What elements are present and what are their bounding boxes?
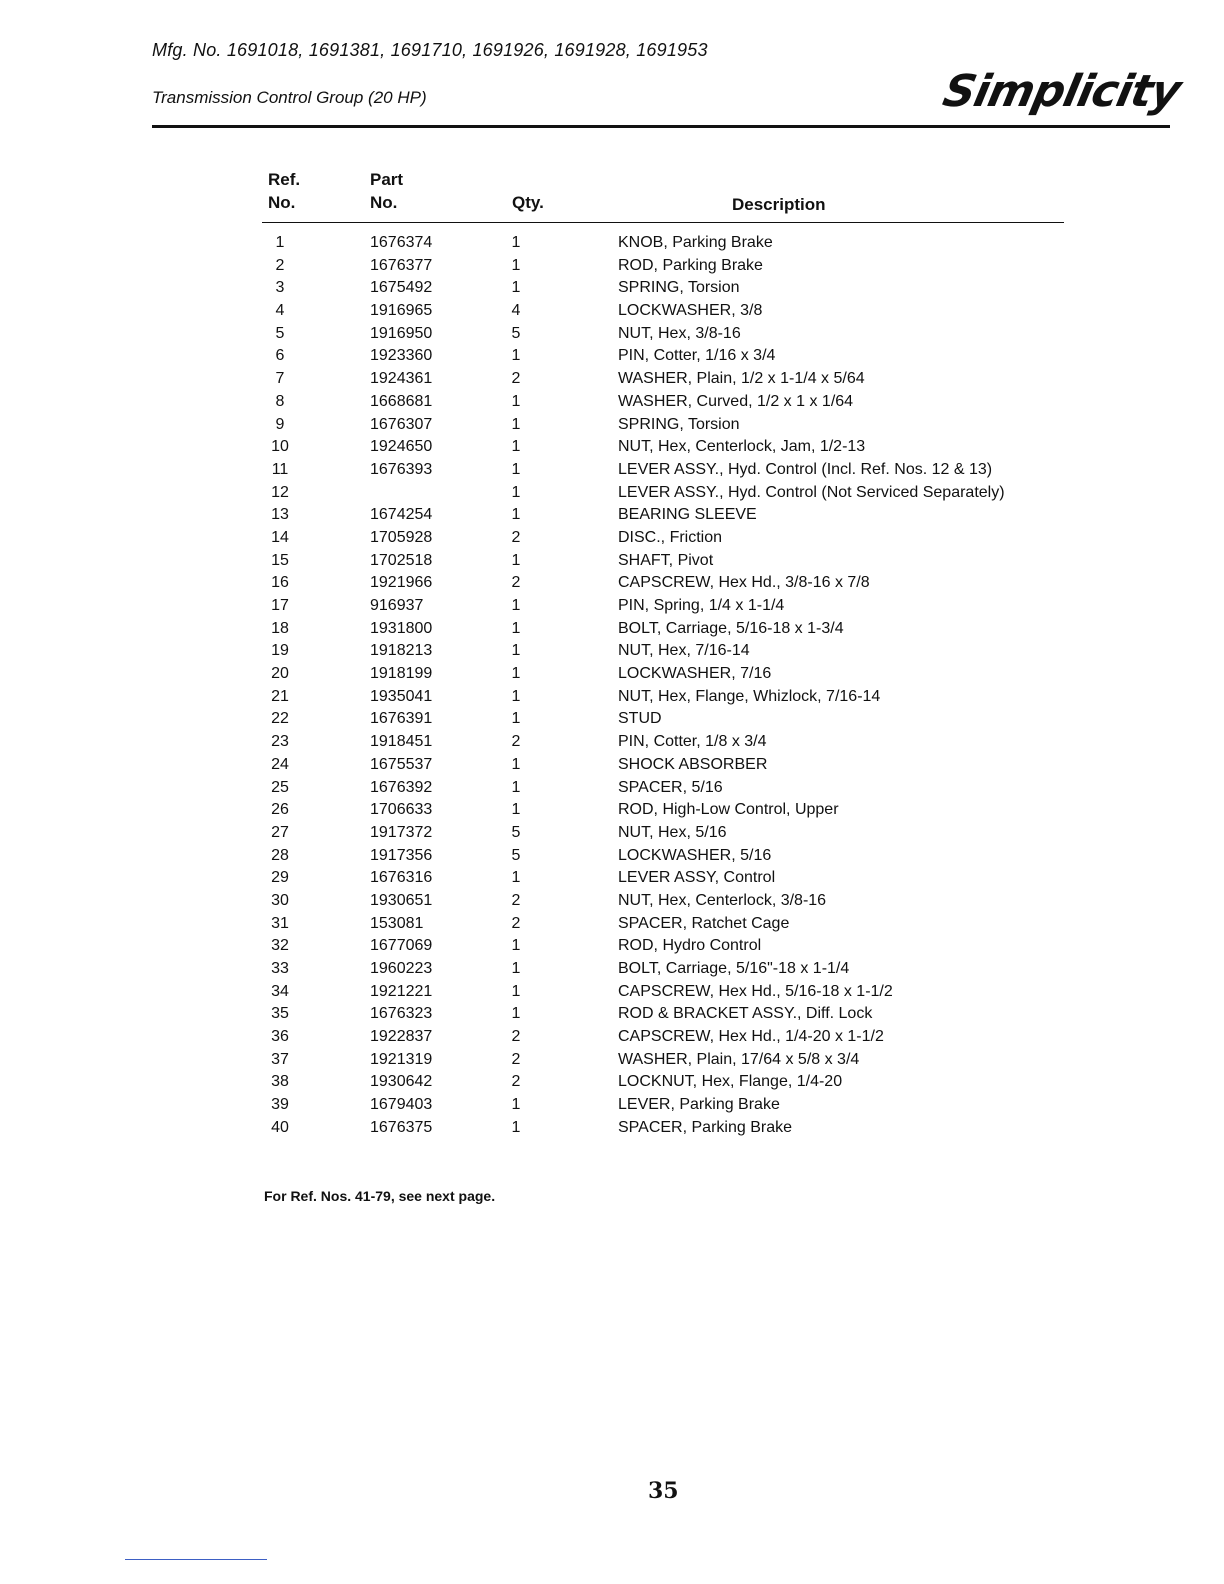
table-row (262, 234, 1064, 257)
part-number-cell: 1674254 (370, 506, 433, 524)
part-number-cell: 1931800 (370, 619, 433, 637)
qty-cell: 2 (511, 1050, 521, 1068)
part-number-cell: 1676375 (370, 1118, 433, 1136)
part-number-cell: 1924650 (370, 438, 433, 456)
ref-cell: 25 (271, 778, 289, 796)
part-number-cell: 1677069 (370, 937, 433, 955)
table-row (262, 847, 1064, 870)
part-number-cell: 1922837 (370, 1028, 433, 1046)
table-row (262, 552, 1064, 575)
table-row (262, 597, 1064, 620)
ref-cell: 13 (271, 506, 289, 524)
qty-cell: 1 (511, 960, 521, 977)
part-number-cell: 1921966 (370, 574, 433, 592)
qty-cell: 5 (511, 823, 521, 841)
table-row (262, 1073, 1064, 1096)
table-row (262, 393, 1064, 416)
part-number-cell: 1960223 (370, 960, 433, 977)
table-row (262, 325, 1064, 348)
ref-cell: 1 (275, 234, 285, 251)
table-row (262, 665, 1064, 688)
table-header (262, 170, 1064, 220)
description-cell: BOLT, Carriage, 5/16-18 x 1-3/4 (618, 619, 844, 637)
qty-cell: 1 (511, 1118, 521, 1136)
ref-cell: 17 (271, 597, 289, 614)
ref-cell: 16 (271, 574, 289, 592)
part-number-cell: 153081 (370, 914, 424, 932)
ref-cell: 9 (275, 415, 285, 433)
description-cell: ROD, Hydro Control (618, 937, 762, 955)
qty-cell: 1 (511, 460, 521, 478)
mfg-numbers: Mfg. No. 1691018, 1691381, 1691710, 1691926, 1691928, 1691953 (152, 40, 708, 60)
table-header-rule (262, 222, 1064, 223)
description-cell: LOCKWASHER, 5/16 (618, 846, 772, 864)
ref-cell: 26 (271, 801, 289, 819)
qty-cell: 2 (511, 733, 521, 751)
description-cell: BOLT, Carriage, 5/16"-18 x 1-1/4 (618, 960, 850, 977)
table-row (262, 915, 1064, 938)
qty-cell: 1 (511, 415, 521, 433)
part-number-cell: 1918213 (370, 642, 433, 660)
description-cell: LOCKWASHER, 7/16 (618, 665, 772, 683)
brand-logo: Simplicity (938, 66, 1185, 117)
table-row (262, 620, 1064, 643)
table-row (262, 484, 1064, 507)
qty-cell: 2 (511, 574, 521, 592)
part-number-cell: 1676393 (370, 460, 433, 478)
part-number-cell: 1668681 (370, 392, 433, 410)
description-cell: SHAFT, Pivot (618, 551, 714, 569)
part-number-cell: 1675537 (370, 755, 433, 773)
part-number-cell: 1676374 (370, 234, 433, 251)
part-number-cell: 1676316 (370, 869, 433, 887)
description-cell: SPACER, Ratchet Cage (618, 914, 790, 932)
bottom-line (125, 1559, 267, 1560)
table-row (262, 438, 1064, 461)
part-number-cell: 1676377 (370, 256, 433, 274)
ref-cell: 33 (271, 960, 289, 977)
table-row (262, 416, 1064, 439)
qty-cell: 1 (511, 256, 521, 274)
part-number-cell: 1930642 (370, 1073, 433, 1091)
part-number-cell: 1923360 (370, 347, 433, 365)
part-number-cell: 1917372 (370, 823, 433, 841)
ref-cell: 19 (271, 642, 289, 660)
part-number-cell: 1921221 (370, 982, 433, 1000)
ref-cell: 31 (271, 914, 289, 932)
part-number-cell: 916937 (370, 597, 424, 614)
header-part-line2: No. (370, 193, 398, 212)
description-cell: NUT, Hex, Centerlock, Jam, 1/2-13 (618, 438, 866, 456)
description-cell: PIN, Cotter, 1/16 x 3/4 (618, 347, 776, 365)
qty-cell: 2 (511, 528, 521, 546)
table-row (262, 1051, 1064, 1074)
qty-cell: 2 (511, 370, 521, 388)
part-number-cell: 1930651 (370, 891, 433, 909)
ref-cell: 15 (271, 551, 289, 569)
ref-cell: 12 (271, 483, 289, 501)
ref-cell: 4 (275, 302, 285, 320)
ref-cell: 24 (271, 755, 289, 773)
table-row (262, 869, 1064, 892)
ref-cell: 22 (271, 710, 289, 728)
header-description: Description (732, 195, 826, 214)
part-number-cell: 1924361 (370, 370, 433, 388)
table-row (262, 801, 1064, 824)
description-cell: LOCKWASHER, 3/8 (618, 302, 763, 320)
table-row (262, 302, 1064, 325)
ref-cell: 37 (271, 1050, 289, 1068)
description-cell: NUT, Hex, Centerlock, 3/8-16 (618, 891, 827, 909)
table-row (262, 642, 1064, 665)
ref-cell: 18 (271, 619, 289, 637)
page-number: 35 (648, 1478, 679, 1504)
description-cell: LEVER ASSY., Hyd. Control (Incl. Ref. Nos. 12 & 13) (618, 460, 993, 478)
ref-cell: 2 (275, 256, 285, 274)
ref-cell: 39 (271, 1096, 289, 1114)
description-cell: WASHER, Plain, 17/64 x 5/8 x 3/4 (618, 1050, 860, 1068)
ref-cell: 20 (271, 665, 289, 683)
table-row (262, 506, 1064, 529)
qty-cell: 1 (511, 506, 521, 524)
part-number-cell: 1916950 (370, 324, 433, 342)
qty-cell: 1 (511, 619, 521, 637)
description-cell: KNOB, Parking Brake (618, 234, 773, 251)
table-row (262, 1096, 1064, 1119)
ref-cell: 23 (271, 733, 289, 751)
ref-cell: 6 (275, 347, 285, 365)
qty-cell: 5 (511, 324, 521, 342)
description-cell: LEVER ASSY, Control (618, 869, 776, 887)
qty-cell: 1 (511, 710, 521, 728)
ref-cell: 28 (271, 846, 289, 864)
qty-cell: 1 (511, 483, 521, 501)
table-row (262, 1028, 1064, 1051)
part-number-cell: 1935041 (370, 687, 433, 705)
header-part-line1: Part (370, 170, 404, 189)
description-cell: NUT, Hex, 3/8-16 (618, 324, 741, 342)
section-title: Transmission Control Group (20 HP) (152, 88, 427, 107)
description-cell: PIN, Spring, 1/4 x 1-1/4 (618, 597, 785, 614)
qty-cell: 1 (511, 687, 521, 705)
table-row (262, 1005, 1064, 1028)
table-row (262, 733, 1064, 756)
description-cell: ROD, Parking Brake (618, 256, 763, 274)
description-cell: CAPSCREW, Hex Hd., 5/16-18 x 1-1/2 (618, 982, 893, 1000)
qty-cell: 5 (511, 846, 521, 864)
table-row (262, 892, 1064, 915)
qty-cell: 1 (511, 551, 521, 569)
parts-table (262, 170, 1064, 1136)
part-number-cell: 1679403 (370, 1096, 433, 1114)
table-row (262, 779, 1064, 802)
qty-cell: 1 (511, 392, 521, 410)
ref-cell: 40 (271, 1118, 289, 1136)
table-row (262, 461, 1064, 484)
part-number-cell: 1705928 (370, 528, 433, 546)
qty-cell: 1 (511, 801, 521, 819)
ref-cell: 7 (275, 370, 285, 388)
header-qty: Qty. (512, 193, 544, 212)
table-row (262, 960, 1064, 983)
ref-cell: 29 (271, 869, 289, 887)
qty-cell: 1 (511, 869, 521, 887)
header-ref-line2: No. (268, 193, 296, 212)
part-number-cell: 1676323 (370, 1005, 433, 1023)
description-cell: WASHER, Plain, 1/2 x 1-1/4 x 5/64 (618, 370, 865, 388)
part-number-cell: 1916965 (370, 302, 433, 320)
qty-cell: 1 (511, 597, 521, 614)
table-row (262, 1119, 1064, 1142)
ref-cell: 35 (271, 1005, 289, 1023)
description-cell: ROD, High-Low Control, Upper (618, 801, 839, 819)
qty-cell: 1 (511, 665, 521, 683)
qty-cell: 1 (511, 937, 521, 955)
ref-cell: 36 (271, 1028, 289, 1046)
table-row (262, 370, 1064, 393)
description-cell: NUT, Hex, 5/16 (618, 823, 727, 841)
ref-cell: 32 (271, 937, 289, 955)
qty-cell: 2 (511, 914, 521, 932)
ref-cell: 21 (271, 687, 289, 705)
description-cell: SPACER, Parking Brake (618, 1118, 792, 1136)
part-number-cell: 1921319 (370, 1050, 433, 1068)
part-number-cell: 1918451 (370, 733, 433, 751)
description-cell: SPRING, Torsion (618, 415, 740, 433)
table-row (262, 937, 1064, 960)
description-cell: SPACER, 5/16 (618, 778, 723, 796)
qty-cell: 1 (511, 1005, 521, 1023)
ref-cell: 10 (271, 438, 289, 456)
description-cell: LOCKNUT, Hex, Flange, 1/4-20 (618, 1073, 843, 1091)
description-cell: SPRING, Torsion (618, 279, 740, 297)
description-cell: CAPSCREW, Hex Hd., 1/4-20 x 1-1/2 (618, 1028, 884, 1046)
part-number-cell: 1676391 (370, 710, 433, 728)
description-cell: LEVER, Parking Brake (618, 1096, 780, 1114)
description-cell: PIN, Cotter, 1/8 x 3/4 (618, 733, 767, 751)
header-rule (152, 125, 1170, 128)
qty-cell: 1 (511, 1096, 521, 1114)
table-row (262, 688, 1064, 711)
ref-cell: 38 (271, 1073, 289, 1091)
table-row (262, 983, 1064, 1006)
qty-cell: 1 (511, 438, 521, 456)
ref-cell: 8 (275, 392, 285, 410)
ref-cell: 3 (275, 279, 285, 297)
ref-cell: 30 (271, 891, 289, 909)
header-ref-line1: Ref. (268, 170, 301, 189)
table-row (262, 574, 1064, 597)
ref-cell: 14 (271, 528, 289, 546)
table-row (262, 257, 1064, 280)
table-row (262, 347, 1064, 370)
qty-cell: 1 (511, 778, 521, 796)
part-number-cell: 1918199 (370, 665, 433, 683)
qty-cell: 2 (511, 1028, 521, 1046)
description-cell: DISC., Friction (618, 528, 723, 546)
qty-cell: 1 (511, 642, 521, 660)
table-row (262, 279, 1064, 302)
description-cell: SHOCK ABSORBER (618, 755, 768, 773)
description-cell: NUT, Hex, 7/16-14 (618, 642, 750, 660)
part-number-cell: 1676392 (370, 778, 433, 796)
description-cell: WASHER, Curved, 1/2 x 1 x 1/64 (618, 392, 854, 410)
description-cell: LEVER ASSY., Hyd. Control (Not Serviced Separately) (618, 483, 1005, 501)
table-row (262, 529, 1064, 552)
description-cell: ROD & BRACKET ASSY., Diff. Lock (618, 1005, 873, 1023)
description-cell: NUT, Hex, Flange, Whizlock, 7/16-14 (618, 687, 881, 705)
qty-cell: 2 (511, 891, 521, 909)
part-number-cell: 1706633 (370, 801, 433, 819)
qty-cell: 1 (511, 234, 521, 251)
part-number-cell: 1675492 (370, 279, 433, 297)
qty-cell: 1 (511, 347, 521, 365)
description-cell: CAPSCREW, Hex Hd., 3/8-16 x 7/8 (618, 574, 870, 592)
qty-cell: 2 (511, 1073, 521, 1091)
qty-cell: 4 (511, 302, 521, 320)
qty-cell: 1 (511, 279, 521, 297)
qty-cell: 1 (511, 982, 521, 1000)
table-row (262, 824, 1064, 847)
description-cell: STUD (618, 710, 662, 728)
part-number-cell: 1702518 (370, 551, 433, 569)
ref-cell: 5 (275, 324, 285, 342)
table-body (262, 234, 1064, 1142)
ref-cell: 34 (271, 982, 289, 1000)
part-number-cell: 1676307 (370, 415, 433, 433)
ref-cell: 11 (271, 460, 289, 478)
part-number-cell: 1917356 (370, 846, 433, 864)
table-row (262, 756, 1064, 779)
qty-cell: 1 (511, 755, 521, 773)
table-row (262, 710, 1064, 733)
footnote: For Ref. Nos. 41-79, see next page. (264, 1188, 496, 1204)
ref-cell: 27 (271, 823, 289, 841)
description-cell: BEARING SLEEVE (618, 506, 757, 524)
